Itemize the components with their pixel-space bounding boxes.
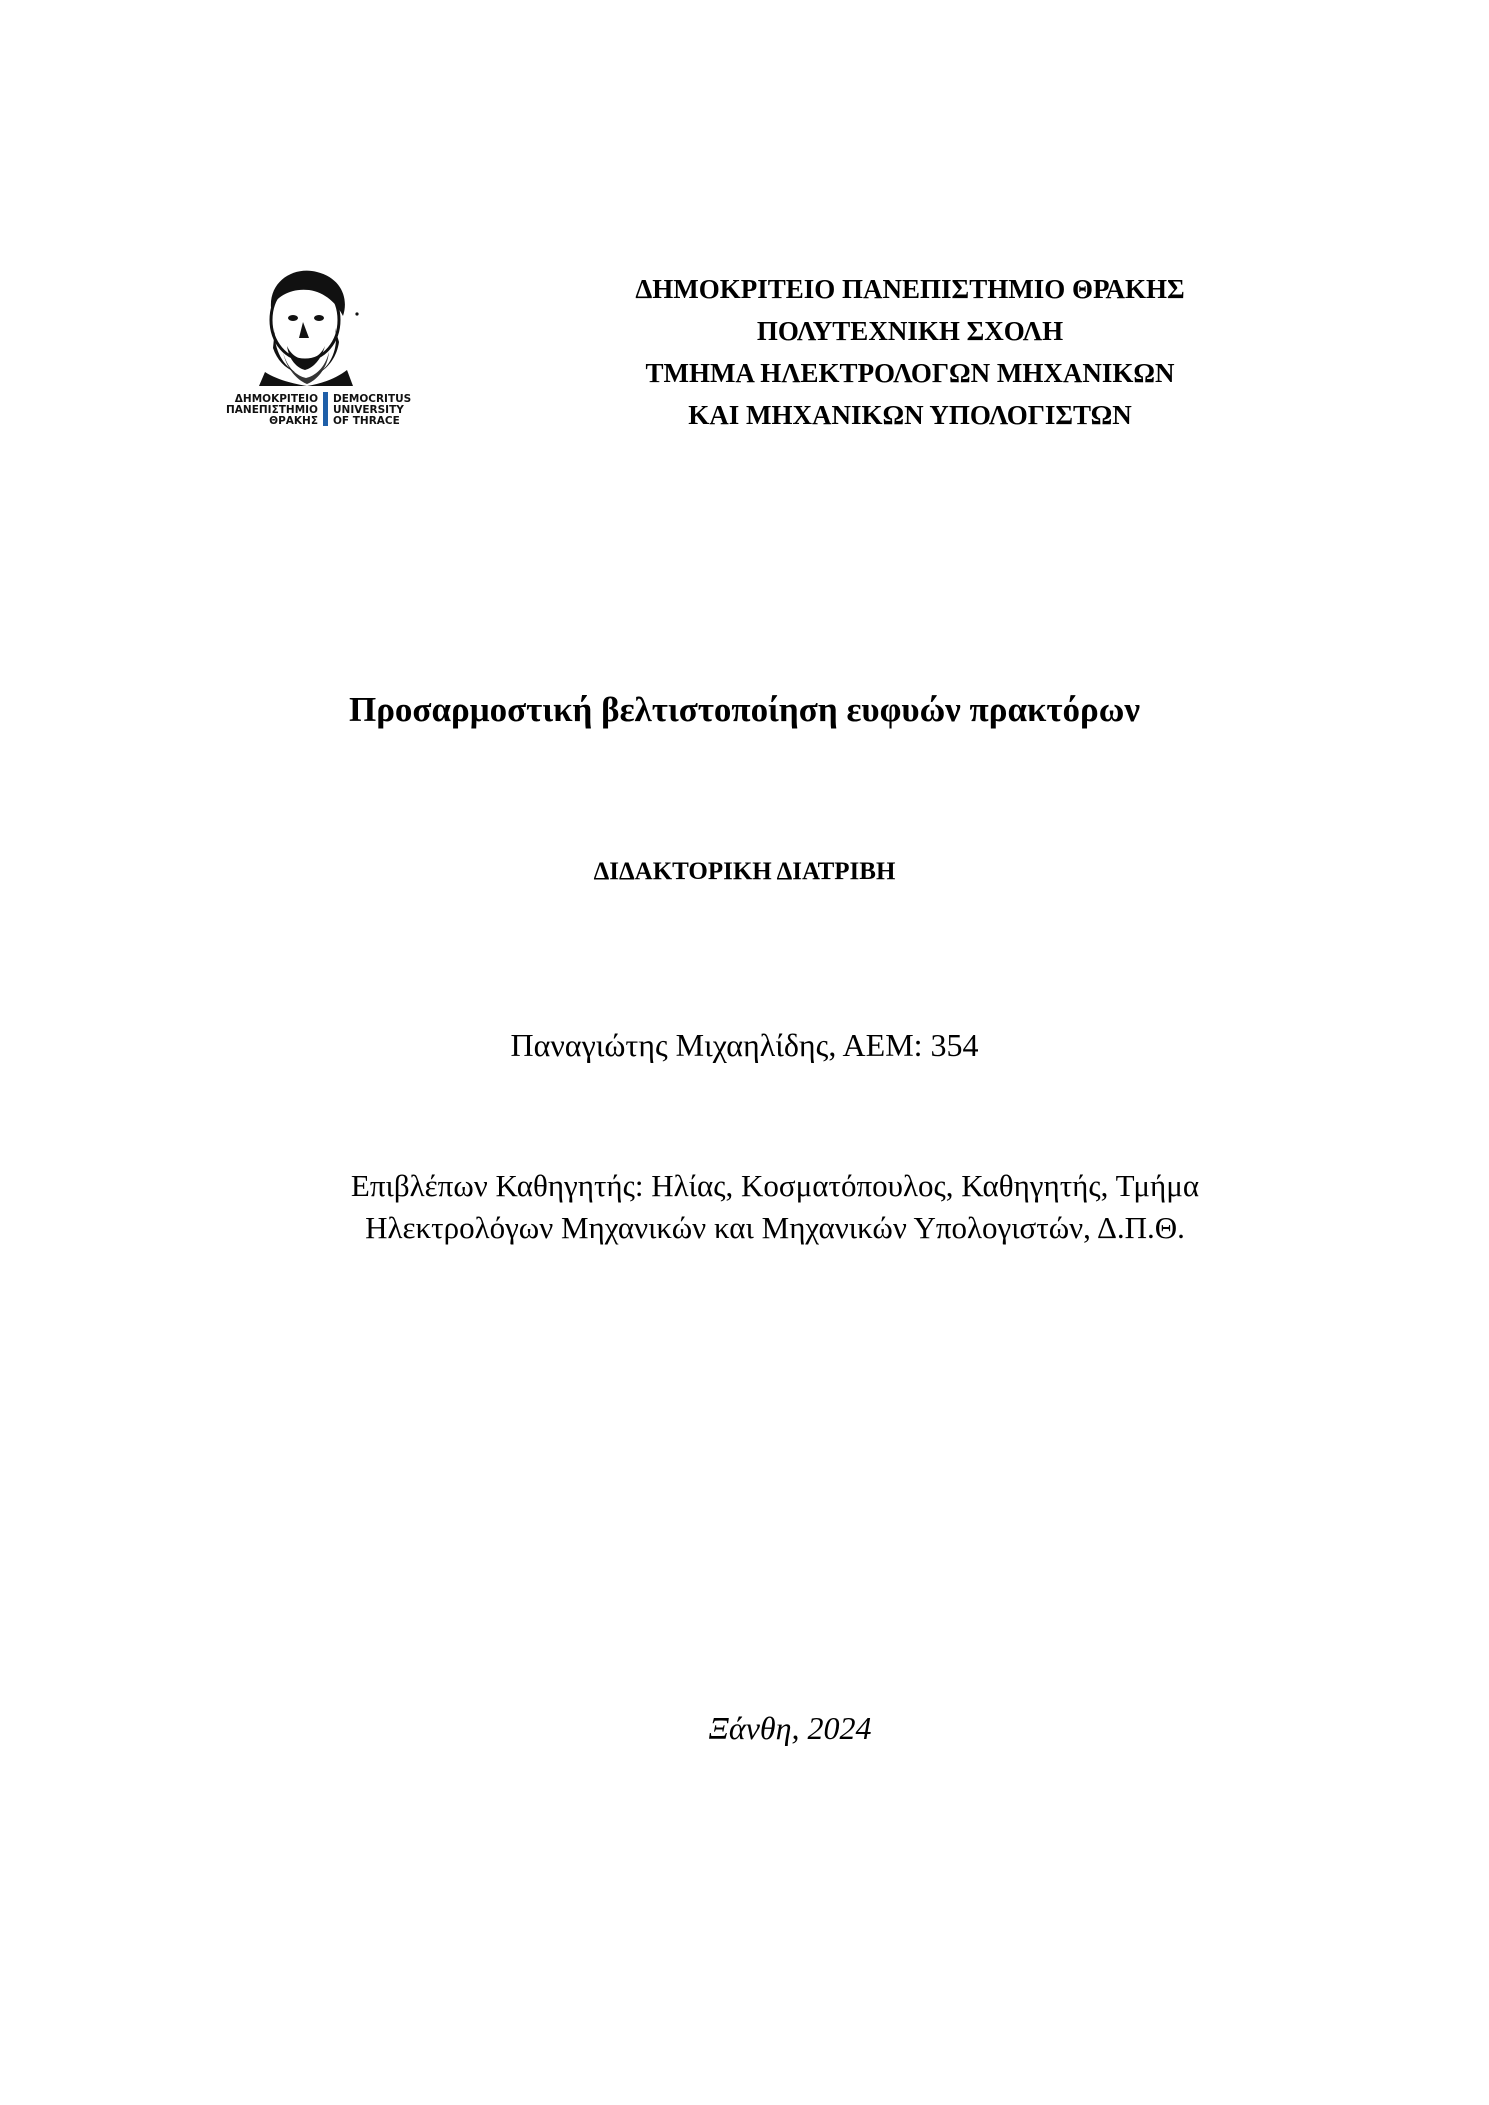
university-name: ΔΗΜΟΚΡΙΤΕΙΟ ΠΑΝΕΠΙΣΤΗΜΙΟ ΘΡΑΚΗΣ xyxy=(635,274,1185,304)
svg-text:ΔΗΜΟΚΡΙΤΕΙΟ: ΔΗΜΟΚΡΙΤΕΙΟ xyxy=(234,393,318,405)
svg-text:UNIVERSITY: UNIVERSITY xyxy=(333,404,404,416)
school-name: ΠΟΛΥΤΕΧΝΙΚΗ ΣΧΟΛΗ xyxy=(756,316,1064,346)
place-date: Ξάνθη, 2024 xyxy=(708,1710,872,1746)
supervisor-line1: Επιβλέπων Καθηγητής: Ηλίας, Κοσματόπουλος, Καθηγητής, Τμήμα xyxy=(350,1168,1200,1203)
document-type: ΔΙΔΑΚΤΟΡΙΚΗ ΔΙΑΤΡΙΒΗ xyxy=(593,858,896,885)
svg-text:DEMOCRITUS: DEMOCRITUS xyxy=(333,393,412,405)
department-name-line2: ΚΑΙ ΜΗΧΑΝΙΚΩΝ ΥΠΟΛΟΓΙΣΤΩΝ xyxy=(688,400,1132,430)
author-line: Παναγιώτης Μιχαηλίδης, ΑΕΜ: 354 xyxy=(510,1027,979,1063)
university-logo xyxy=(225,268,430,428)
supervisor-line2: Ηλεκτρολόγων Μηχανικών και Μηχανικών Υπολογιστών, Δ.Π.Θ. xyxy=(365,1210,1185,1245)
svg-text:ΠΑΝΕΠΙΣΤΗΜΙΟ: ΠΑΝΕΠΙΣΤΗΜΙΟ xyxy=(226,404,318,416)
department-name-line1: ΤΜΗΜΑ ΗΛΕΚΤΡΟΛΟΓΩΝ ΜΗΧΑΝΙΚΩΝ xyxy=(645,358,1175,388)
supervisor-block xyxy=(270,1165,1280,1249)
svg-text:OF THRACE: OF THRACE xyxy=(333,415,400,427)
svg-text:ΘΡΑΚΗΣ: ΘΡΑΚΗΣ xyxy=(269,415,318,427)
thesis-title: Προσαρμοστική βελτιστοποίηση ευφυών πρακτόρων xyxy=(348,690,1141,729)
institution-header xyxy=(560,268,1260,436)
democritus-portrait-icon xyxy=(225,268,430,428)
